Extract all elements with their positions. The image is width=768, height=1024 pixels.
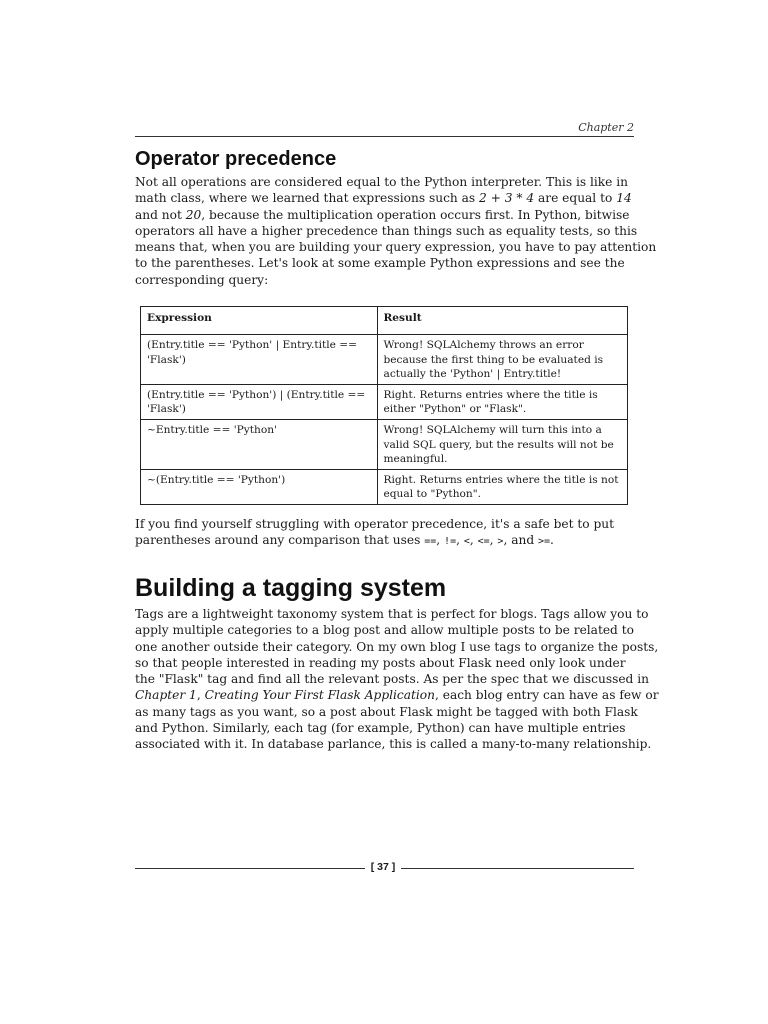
cell-line: Wrong! SQLAlchemy will turn this into a xyxy=(383,423,602,436)
table-row xyxy=(141,469,628,504)
text-line xyxy=(135,190,634,206)
cell-line: ~Entry.title == 'Python' xyxy=(147,423,277,436)
table-row xyxy=(141,419,628,469)
text-line xyxy=(135,622,634,638)
footer-rule-left xyxy=(135,868,365,869)
text-line xyxy=(135,606,649,622)
table-row xyxy=(141,384,628,419)
section-heading-tagging-system: Building a tagging system xyxy=(135,574,447,602)
text-line xyxy=(135,720,634,736)
result-cell xyxy=(377,469,628,504)
cell-line: because the first thing to be evaluated is xyxy=(383,353,604,366)
text-run: the "Flask" tag and find all the relevant posts. As per the spec that we discussed in xyxy=(135,672,649,687)
table-row xyxy=(141,335,628,385)
cell-line: 'Flask') xyxy=(147,353,186,366)
emphasis-text: 20 xyxy=(185,207,202,222)
text-line xyxy=(135,239,657,255)
cell-line: (Entry.title == 'Python') | (Entry.title == xyxy=(147,388,366,401)
text-run: , xyxy=(456,533,464,548)
text-run: corresponding query: xyxy=(135,272,269,287)
text-line xyxy=(135,207,634,223)
text-run: parentheses around any comparison that uses xyxy=(135,533,425,548)
text-run: as many tags as you want, so a post about Flask might be tagged with both Flask xyxy=(135,704,638,719)
book-page xyxy=(135,0,659,1024)
text-run: , xyxy=(436,533,445,548)
operator-precedence-tip xyxy=(135,516,634,551)
cell-line: Right. Returns entries where the title is xyxy=(383,388,598,401)
inline-code: != xyxy=(444,536,457,548)
running-header: Chapter 2 xyxy=(578,121,634,134)
text-line xyxy=(135,255,634,271)
result-cell xyxy=(377,335,628,385)
section-heading-operator-precedence: Operator precedence xyxy=(135,148,337,170)
text-run: , xyxy=(469,533,478,548)
text-run: and not xyxy=(135,207,186,222)
tagging-system-paragraph xyxy=(135,606,659,753)
result-cell xyxy=(377,384,628,419)
inline-code: == xyxy=(424,536,437,548)
column-header-expression: Expression xyxy=(141,307,378,335)
footer-rule-right xyxy=(401,868,634,869)
inline-code: >= xyxy=(538,536,551,548)
table-header-row xyxy=(141,307,628,335)
emphasis-text: 2 + 3 * 4 xyxy=(479,191,535,206)
text-run: to the parentheses. Let's look at some example Python expressions and see the xyxy=(135,256,625,271)
cell-line: (Entry.title == 'Python' | Entry.title == xyxy=(147,339,358,351)
cell-line: actually the 'Python' | Entry.title! xyxy=(383,368,562,381)
operator-precedence-paragraph xyxy=(135,174,657,288)
text-line xyxy=(135,671,649,687)
text-run: math class, where we learned that expressions such as xyxy=(135,191,480,206)
text-run: , xyxy=(489,533,498,548)
text-run: one another outside their category. On my own blog I use tags to organize the posts, xyxy=(135,639,659,654)
text-run: apply multiple categories to a blog post and allow multiple posts to be related to xyxy=(135,623,634,638)
text-line xyxy=(135,704,638,720)
text-run: associated with it. In database parlance, this is called a many-to-many relationship. xyxy=(135,737,652,752)
text-run: , and xyxy=(503,533,538,548)
text-line xyxy=(135,223,638,239)
inline-code: <= xyxy=(477,536,490,548)
column-header-result: Result xyxy=(377,307,628,335)
header-rule xyxy=(135,136,634,137)
emphasis-text: Chapter 1 xyxy=(135,688,197,703)
page-number: [ 37 ] xyxy=(370,861,396,873)
expression-table xyxy=(140,306,628,505)
text-run: Not all operations are considered equal to the Python interpreter. This is like in xyxy=(135,175,628,189)
emphasis-text: 14 xyxy=(616,191,632,206)
text-run: and Python. Similarly, each tag (for example, Python) can have multiple entries xyxy=(135,721,626,736)
result-cell xyxy=(377,419,628,469)
cell-line: valid SQL query, but the results will not be xyxy=(383,438,614,451)
text-run: means that, when you are building your query expression, you have to pay attention xyxy=(135,240,657,255)
text-run: , because the multiplication operation occurs first. In Python, bitwise xyxy=(201,207,630,222)
text-run: If you find yourself struggling with operator precedence, it's a safe bet to put xyxy=(135,517,615,531)
text-line xyxy=(135,174,634,190)
cell-line: either "Python" or "Flask". xyxy=(383,403,527,416)
cell-line: ~(Entry.title == 'Python') xyxy=(147,473,286,486)
cell-line: equal to "Python". xyxy=(383,488,481,501)
text-line xyxy=(135,687,659,703)
text-run: , each blog entry can have as few or xyxy=(435,688,659,703)
cell-line: Right. Returns entries where the title is not xyxy=(383,473,619,486)
inline-code: > xyxy=(497,536,504,548)
text-run: Tags are a lightweight taxonomy system that is perfect for blogs. Tags allow you to xyxy=(135,607,649,621)
text-run: . xyxy=(550,533,554,548)
cell-line: meaningful. xyxy=(383,453,448,466)
table-body xyxy=(141,335,628,505)
emphasis-text: Creating Your First Flask Application xyxy=(204,688,435,703)
text-run: are equal to xyxy=(534,191,617,206)
expression-cell xyxy=(141,469,378,504)
text-line xyxy=(135,272,634,288)
text-line xyxy=(135,655,634,671)
text-line xyxy=(135,639,659,655)
expression-cell xyxy=(141,419,378,469)
text-line xyxy=(135,516,634,532)
cell-line: Wrong! SQLAlchemy throws an error xyxy=(383,339,584,351)
text-run: operators all have a higher precedence than things such as equality tests, so this xyxy=(135,223,638,238)
expression-cell xyxy=(141,384,378,419)
text-run: , xyxy=(196,688,205,703)
cell-line: 'Flask') xyxy=(147,403,186,416)
text-line xyxy=(135,736,652,752)
text-run: so that people interested in reading my posts about Flask need only look under xyxy=(135,655,626,670)
text-line xyxy=(135,532,634,550)
inline-code: < xyxy=(463,536,470,548)
expression-cell xyxy=(141,335,378,385)
